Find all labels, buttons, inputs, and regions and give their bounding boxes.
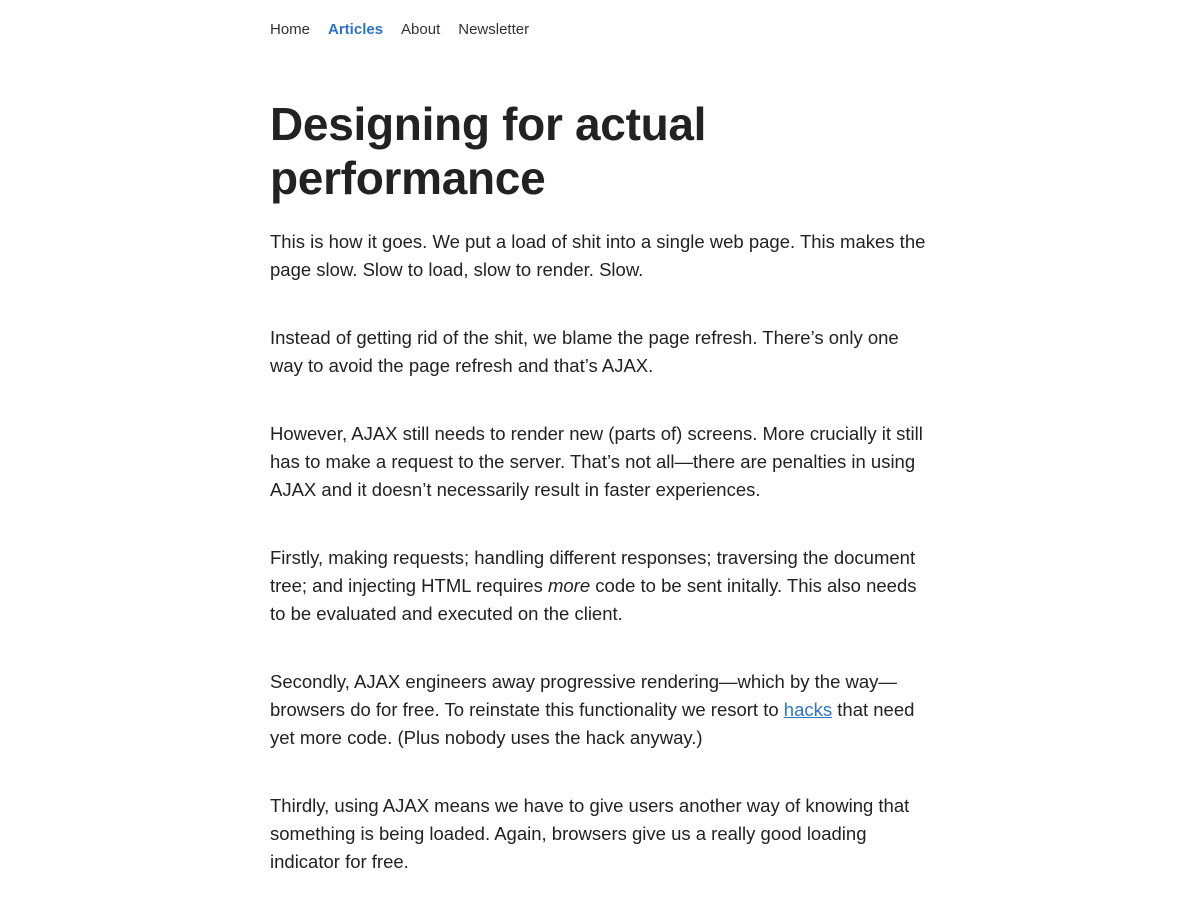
article-paragraph-6: Thirdly, using AJAX means we have to give users another way of knowing that something is being loaded. Again, browsers give us a really good loading indicator for free. — [270, 795, 910, 872]
paragraph-text: that need yet more code. (Plus nobody uses the hack anyway.) — [270, 699, 915, 748]
nav-item-articles[interactable]: Articles — [328, 21, 384, 38]
paragraph-text: Firstly, making requests; handling different responses; traversing the document tree; and injecting HTML requires — [270, 547, 916, 596]
article-title: Designing for actual performance — [270, 98, 707, 204]
nav-item-home[interactable]: Home — [270, 21, 311, 38]
nav-item-about[interactable]: About — [401, 21, 441, 38]
main-nav — [270, 19, 547, 41]
nav-item-newsletter[interactable]: Newsletter — [458, 21, 530, 38]
paragraph-text: code to be sent initally. This also needs to be evaluated and executed on the client. — [270, 575, 917, 624]
article-paragraph-1: This is how it goes. We put a load of shit into a single web page. This makes the page slow. Slow to load, slow to render. Slow. — [270, 231, 926, 280]
article-paragraph-5 — [270, 668, 930, 752]
article-paragraph-3: However, AJAX still needs to render new (parts of) screens. More crucially it still has to make a request to the server. That’s not all—there are penalties in using AJAX and it doesn’t necessarily result in faster experiences. — [270, 423, 923, 500]
emphasis-text: more — [547, 575, 591, 596]
article-paragraph-2: Instead of getting rid of the shit, we blame the page refresh. There’s only one way to avoid the page refresh and that’s AJAX. — [270, 327, 899, 376]
hacks-link[interactable]: hacks — [783, 699, 833, 720]
article-paragraph-4 — [270, 544, 930, 628]
paragraph-text: Secondly, AJAX engineers away progressive rendering—which by the way—browsers do for free. To reinstate this functionality we resort to — [270, 671, 897, 720]
article — [270, 97, 930, 876]
